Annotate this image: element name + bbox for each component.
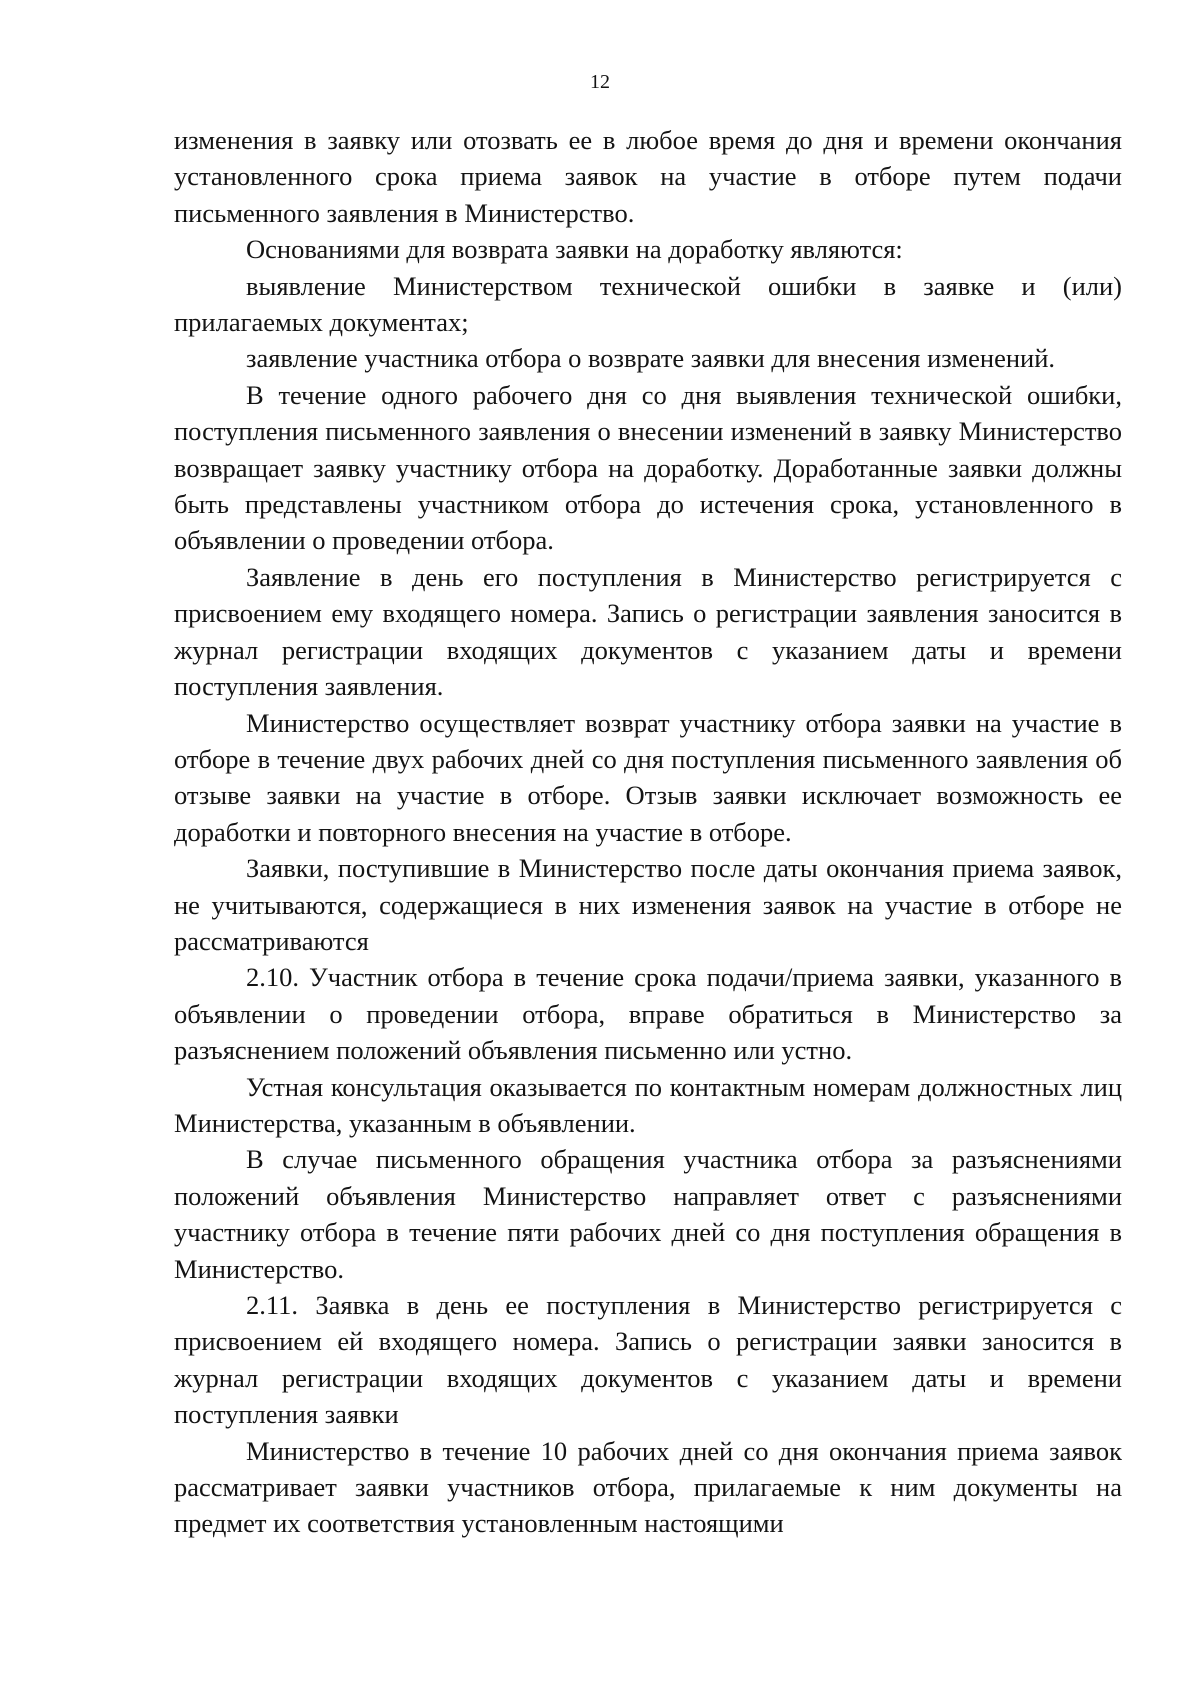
paragraph-written-request: В случае письменного обращения участника отбора за разъяснениями положений объявления Министерство направляет ответ с разъяснениями участнику отбора в течение пяти рабочих дней со дня поступления обращения в Министерство. bbox=[174, 1144, 1122, 1284]
paragraph-ground-participant-request: заявление участника отбора о возврате заявки для внесения изменений. bbox=[246, 343, 1056, 374]
paragraph-continuation: изменения в заявку или отозвать ее в любое время до дня и времени окончания установленного срока приема заявок на участие в отборе путем подачи письменного заявления в Министерство. bbox=[174, 125, 1122, 228]
paragraph-statement-registration: Заявление в день его поступления в Министерство регистрируется с присвоением ему входящего номера. Запись о регистрации заявления заносится в журнал регистрации входящих документов с указанием даты и времени поступления заявления. bbox=[174, 561, 1122, 702]
page-number: 12 bbox=[590, 71, 610, 93]
document-body bbox=[174, 122, 1122, 1542]
paragraph-ground-technical-error: выявление Министерством технической ошибки в заявке и (или) прилагаемых документах; bbox=[174, 270, 1122, 338]
paragraph-section-2-11: 2.11. Заявка в день ее поступления в Министерство регистрируется с присвоением ей входящего номера. Запись о регистрации заявки заносится в журнал регистрации входящих документов с указанием даты и времени поступления заявки bbox=[174, 1290, 1122, 1430]
paragraph-return-grounds: Основаниями для возврата заявки на доработку являются: bbox=[246, 234, 903, 265]
paragraph-application-withdrawal: Министерство осуществляет возврат участнику отбора заявки на участие в отборе в течение двух рабочих дней со дня поступления письменного заявления об отзыве заявки на участие в отборе. Отзыв заявки исключает возможность ее доработки и повторного внесения на участие в отборе. bbox=[174, 707, 1122, 847]
paragraph-section-2-10: 2.10. Участник отбора в течение срока подачи/приема заявки, указанного в объявлении о проведении отбора, вправе обратиться в Министерство за разъяснением положений объявления письменно или устно. bbox=[174, 962, 1122, 1066]
paragraph-oral-consultation: Устная консультация оказывается по контактным номерам должностных лиц Министерства, указанным в объявлении. bbox=[174, 1071, 1122, 1138]
paragraph-review-period: Министерство в течение 10 рабочих дней со дня окончания приема заявок рассматривает заявки участников отбора, прилагаемые к ним документы на предмет их соответствия установленным настоящими bbox=[174, 1435, 1122, 1539]
paragraph-return-procedure: В течение одного рабочего дня со дня выявления технической ошибки, поступления письменного заявления о внесении изменений в заявку Министерство возвращает заявку участнику отбора на доработку. Доработанные заявки должны быть представлены участником отбора до истечения срока, установленного в объявлении о проведении отбора. bbox=[174, 379, 1122, 556]
paragraph-late-applications: Заявки, поступившие в Министерство после даты окончания приема заявок, не учитываются, содержащиеся в них изменения заявок на участие в отборе не рассматриваются bbox=[174, 853, 1122, 956]
